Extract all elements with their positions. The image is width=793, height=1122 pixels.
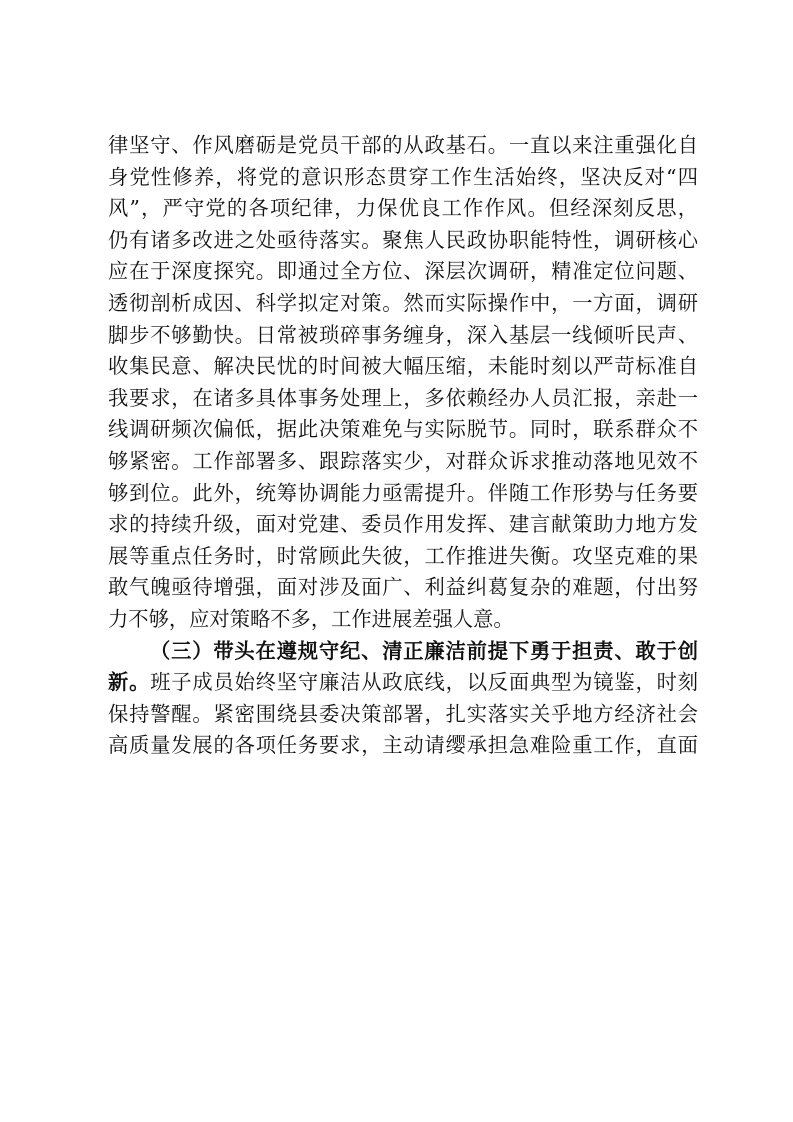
- body-line: 保持警醒。紧密围绕县委决策部署，扎实落实关乎地方经济社会: [108, 701, 698, 726]
- body-line: 透彻剖析成因、科学拟定对策。然而实际操作中，一方面，调研: [108, 290, 698, 315]
- document-body: [108, 130, 698, 762]
- body-line: 律坚守、作风磨砺是党员干部的从政基石。一直以来注重强化自: [108, 133, 698, 157]
- section-heading-continuation: [108, 667, 698, 699]
- body-line: 我要求，在诸多具体事务处理上，多依赖经办人员汇报，亲赴一: [108, 385, 698, 410]
- section-heading-end: 新。: [108, 670, 151, 695]
- body-line: 应在于深度探究。即通过全方位、深层次调研，精准定位问题、: [108, 259, 698, 284]
- section-heading: （三）带头在遵规守纪、清正廉洁前提下勇于担责、敢于创: [150, 638, 698, 663]
- body-line: 敢气魄亟待增强，面对涉及面广、利益纠葛复杂的难题，付出努: [108, 575, 698, 600]
- body-line: 够紧密。工作部署多、跟踪落实少，对群众诉求推动落地见效不: [108, 448, 698, 473]
- body-line: 求的持续升级，面对党建、委员作用发挥、建言献策助力地方发: [108, 512, 698, 537]
- body-line: 仍有诸多改进之处亟待落实。聚焦人民政协职能特性，调研核心: [108, 227, 698, 252]
- body-text: 班子成员始终坚守廉洁从政底线，以反面典型为镜鉴，时刻: [150, 670, 698, 695]
- body-line: 高质量发展的各项任务要求，主动请缨承担急难险重工作，直面: [108, 733, 698, 758]
- body-line: 身党性修养，将党的意识形态贯穿工作生活始终，坚决反对“四: [108, 164, 698, 189]
- body-line: 够到位。此外，统筹协调能力亟需提升。伴随工作形势与任务要: [108, 480, 698, 505]
- body-line: 脚步不够勤快。日常被琐碎事务缠身，深入基层一线倾听民声、: [108, 322, 698, 347]
- body-line: 线调研频次偏低，据此决策难免与实际脱节。同时，联系群众不: [108, 417, 698, 442]
- body-line: 展等重点任务时，时常顾此失彼，工作推进失衡。攻坚克难的果: [108, 543, 698, 568]
- body-line: 收集民意、解决民忧的时间被大幅压缩，未能时刻以严苛标准自: [108, 354, 698, 379]
- body-line: 风”，严守党的各项纪律，力保优良工作作风。但经深刻反思，: [108, 196, 698, 221]
- body-line: 力不够，应对策略不多，工作进展差强人意。: [108, 606, 514, 631]
